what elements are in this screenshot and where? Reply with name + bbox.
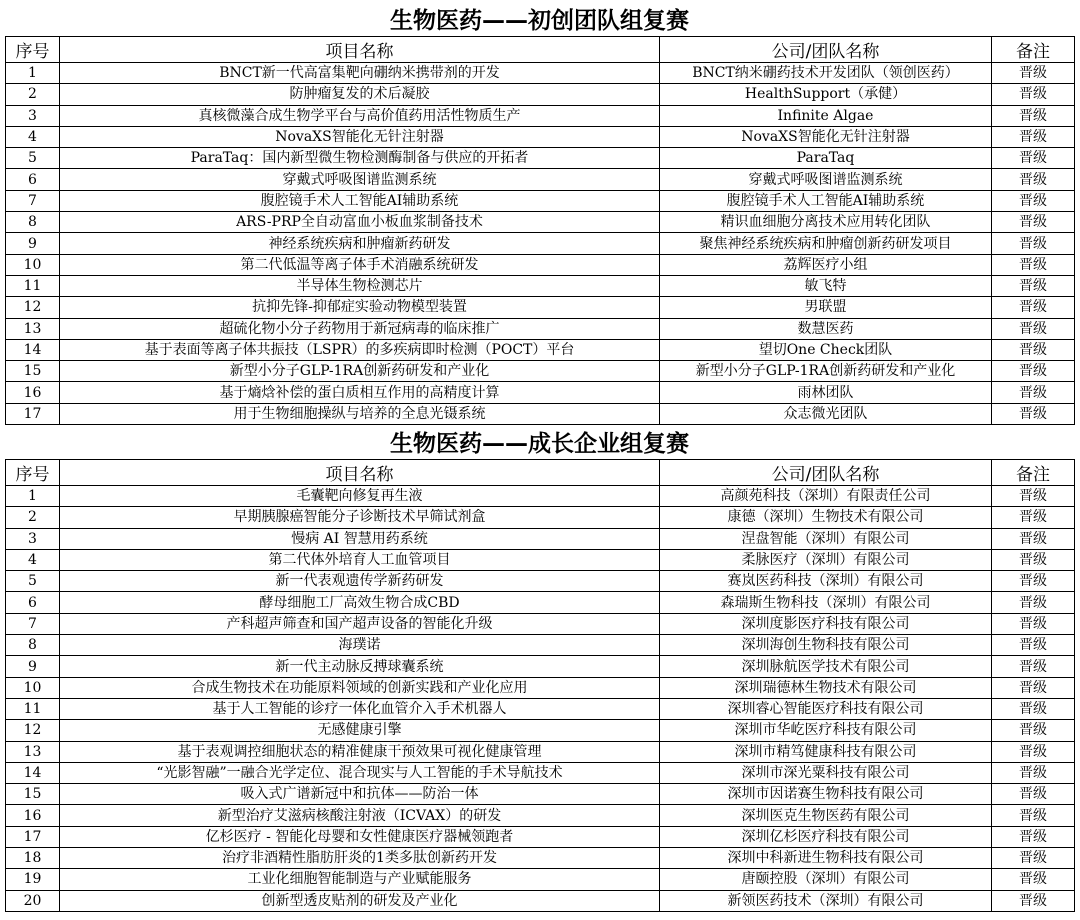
project-name: 新型小分子GLP-1RA创新药研发和产业化 [60, 361, 660, 382]
project-name: 海璞诺 [60, 635, 660, 656]
project-name: 创新型透皮贴剂的研发及产业化 [60, 890, 660, 911]
row-index: 10 [6, 254, 60, 275]
company-name: 精识血细胞分离技术应用转化团队 [660, 212, 992, 233]
project-name: 工业化细胞智能制造与产业赋能服务 [60, 869, 660, 890]
remark: 晋级 [992, 254, 1075, 275]
company-name: BNCT纳米硼药技术开发团队（领创医药） [660, 63, 992, 84]
company-name: 望切One Check团队 [660, 339, 992, 360]
remark: 晋级 [992, 805, 1075, 826]
remark: 晋级 [992, 382, 1075, 403]
remark: 晋级 [992, 212, 1075, 233]
remark: 晋级 [992, 848, 1075, 869]
project-name: 神经系统疾病和肿瘤新药研发 [60, 233, 660, 254]
table-row [6, 805, 1075, 826]
table-row [6, 84, 1075, 105]
row-index: 19 [6, 869, 60, 890]
row-index: 2 [6, 84, 60, 105]
company-name: 深圳度影医疗科技有限公司 [660, 613, 992, 634]
project-name: 慢病 AI 智慧用药系统 [60, 528, 660, 549]
row-index: 12 [6, 297, 60, 318]
results-table [5, 459, 1075, 912]
remark: 晋级 [992, 656, 1075, 677]
remark: 晋级 [992, 507, 1075, 528]
project-name: ARS-PRP全自动富血小板血浆制备技术 [60, 212, 660, 233]
company-name: 深圳脉航医学技术有限公司 [660, 656, 992, 677]
table-row [6, 318, 1075, 339]
remark: 晋级 [992, 318, 1075, 339]
row-index: 14 [6, 762, 60, 783]
table-row [6, 254, 1075, 275]
row-index: 8 [6, 635, 60, 656]
header-company-name: 公司/团队名称 [660, 37, 992, 63]
company-name: 腹腔镜手术人工智能AI辅助系统 [660, 190, 992, 211]
row-index: 10 [6, 677, 60, 698]
company-name: 深圳市深光粟科技有限公司 [660, 762, 992, 783]
row-index: 15 [6, 784, 60, 805]
table-row [6, 382, 1075, 403]
project-name: 新型治疗艾滋病核酸注射液（ICVAX）的研发 [60, 805, 660, 826]
row-index: 17 [6, 826, 60, 847]
company-name: HealthSupport（承健） [660, 84, 992, 105]
row-index: 11 [6, 698, 60, 719]
project-name: BNCT新一代高富集靶向硼纳米携带剂的开发 [60, 63, 660, 84]
remark: 晋级 [992, 528, 1075, 549]
row-index: 5 [6, 571, 60, 592]
project-name: 酵母细胞工厂高效生物合成CBD [60, 592, 660, 613]
row-index: 13 [6, 741, 60, 762]
table-body [6, 63, 1075, 425]
company-name: ParaTaq [660, 148, 992, 169]
remark: 晋级 [992, 126, 1075, 147]
header-remark: 备注 [992, 460, 1075, 486]
section-growth-enterprise [5, 427, 1074, 912]
row-index: 17 [6, 403, 60, 424]
table-row [6, 571, 1075, 592]
project-name: 真核微藻合成生物学平台与高价值药用活性物质生产 [60, 105, 660, 126]
row-index: 2 [6, 507, 60, 528]
remark: 晋级 [992, 148, 1075, 169]
row-index: 18 [6, 848, 60, 869]
table-row [6, 339, 1075, 360]
table-row [6, 297, 1075, 318]
table-body [6, 486, 1075, 912]
company-name: 聚焦神经系统疾病和肿瘤创新药研发项目 [660, 233, 992, 254]
company-name: 众志微光团队 [660, 403, 992, 424]
table-row [6, 403, 1075, 424]
table-row [6, 869, 1075, 890]
header-remark: 备注 [992, 37, 1075, 63]
table-row [6, 233, 1075, 254]
project-name: 第二代低温等离子体手术消融系统研发 [60, 254, 660, 275]
project-name: 产科超声筛查和国产超声设备的智能化升级 [60, 613, 660, 634]
row-index: 11 [6, 275, 60, 296]
company-name: 荔辉医疗小组 [660, 254, 992, 275]
header-index: 序号 [6, 460, 60, 486]
project-name: 吸入式广谱新冠中和抗体——防治一体 [60, 784, 660, 805]
remark: 晋级 [992, 698, 1075, 719]
company-name: 雨林团队 [660, 382, 992, 403]
company-name: 康德（深圳）生物技术有限公司 [660, 507, 992, 528]
row-index: 7 [6, 613, 60, 634]
project-name: NovaXS智能化无针注射器 [60, 126, 660, 147]
table-header-row [6, 37, 1075, 63]
company-name: NovaXS智能化无针注射器 [660, 126, 992, 147]
table-row [6, 762, 1075, 783]
remark: 晋级 [992, 635, 1075, 656]
row-index: 3 [6, 105, 60, 126]
remark: 晋级 [992, 720, 1075, 741]
remark: 晋级 [992, 613, 1075, 634]
project-name: “光影智融”一融合光学定位、混合现实与人工智能的手术导航技术 [60, 762, 660, 783]
company-name: 新型小分子GLP-1RA创新药研发和产业化 [660, 361, 992, 382]
remark: 晋级 [992, 403, 1075, 424]
project-name: 早期胰腺癌智能分子诊断技术早筛试剂盒 [60, 507, 660, 528]
row-index: 7 [6, 190, 60, 211]
remark: 晋级 [992, 762, 1075, 783]
project-name: 腹腔镜手术人工智能AI辅助系统 [60, 190, 660, 211]
table-row [6, 507, 1075, 528]
table-row [6, 212, 1075, 233]
table-row [6, 656, 1075, 677]
remark: 晋级 [992, 233, 1075, 254]
company-name: 赛岚医药科技（深圳）有限公司 [660, 571, 992, 592]
project-name: 合成生物技术在功能原料领域的创新实践和产业化应用 [60, 677, 660, 698]
table-row [6, 890, 1075, 911]
company-name: 唐颐控股（深圳）有限公司 [660, 869, 992, 890]
table-row [6, 741, 1075, 762]
project-name: 穿戴式呼吸图谱监测系统 [60, 169, 660, 190]
company-name: Infinite Algae [660, 105, 992, 126]
remark: 晋级 [992, 826, 1075, 847]
table-row [6, 848, 1075, 869]
table-header-row [6, 460, 1075, 486]
company-name: 森瑞斯生物科技（深圳）有限公司 [660, 592, 992, 613]
project-name: 治疗非酒精性脂肪肝炎的1类多肽创新药开发 [60, 848, 660, 869]
company-name: 深圳中科新进生物科技有限公司 [660, 848, 992, 869]
project-name: 基于人工智能的诊疗一体化血管介入手术机器人 [60, 698, 660, 719]
row-index: 4 [6, 549, 60, 570]
row-index: 6 [6, 169, 60, 190]
row-index: 15 [6, 361, 60, 382]
remark: 晋级 [992, 741, 1075, 762]
project-name: 基于表观调控细胞状态的精准健康干预效果可视化健康管理 [60, 741, 660, 762]
table-row [6, 148, 1075, 169]
remark: 晋级 [992, 361, 1075, 382]
company-name: 高颜苑科技（深圳）有限责任公司 [660, 486, 992, 507]
table-row [6, 126, 1075, 147]
header-project-name: 项目名称 [60, 460, 660, 486]
company-name: 新领医药技术（深圳）有限公司 [660, 890, 992, 911]
remark: 晋级 [992, 592, 1075, 613]
company-name: 深圳市因诺赛生物科技有限公司 [660, 784, 992, 805]
row-index: 8 [6, 212, 60, 233]
project-name: 用于生物细胞操纵与培养的全息光镊系统 [60, 403, 660, 424]
table-row [6, 275, 1075, 296]
table-row [6, 528, 1075, 549]
row-index: 16 [6, 382, 60, 403]
company-name: 穿戴式呼吸图谱监测系统 [660, 169, 992, 190]
row-index: 16 [6, 805, 60, 826]
project-name: 新一代主动脉反搏球囊系统 [60, 656, 660, 677]
remark: 晋级 [992, 486, 1075, 507]
header-company-name: 公司/团队名称 [660, 460, 992, 486]
section-title: 生物医药——初创团队组复赛 [390, 8, 689, 34]
row-index: 4 [6, 126, 60, 147]
remark: 晋级 [992, 63, 1075, 84]
section-startup-team [5, 4, 1074, 425]
company-name: 深圳海创生物科技有限公司 [660, 635, 992, 656]
header-project-name: 项目名称 [60, 37, 660, 63]
results-table [5, 36, 1075, 425]
table-row [6, 486, 1075, 507]
remark: 晋级 [992, 297, 1075, 318]
table-row [6, 720, 1075, 741]
company-name: 深圳市精笃健康科技有限公司 [660, 741, 992, 762]
company-name: 深圳瑞德林生物技术有限公司 [660, 677, 992, 698]
company-name: 涅盘智能（深圳）有限公司 [660, 528, 992, 549]
project-name: 亿杉医疗 - 智能化母婴和女性健康医疗器械领跑者 [60, 826, 660, 847]
project-name: 基于熵焓补偿的蛋白质相互作用的高精度计算 [60, 382, 660, 403]
remark: 晋级 [992, 549, 1075, 570]
table-row [6, 613, 1075, 634]
table-row [6, 826, 1075, 847]
row-index: 12 [6, 720, 60, 741]
row-index: 1 [6, 486, 60, 507]
company-name: 敏飞特 [660, 275, 992, 296]
table-row [6, 677, 1075, 698]
row-index: 9 [6, 233, 60, 254]
table-row [6, 592, 1075, 613]
project-name: 防肿瘤复发的术后凝胶 [60, 84, 660, 105]
remark: 晋级 [992, 275, 1075, 296]
row-index: 1 [6, 63, 60, 84]
table-row [6, 361, 1075, 382]
company-name: 数慧医药 [660, 318, 992, 339]
header-index: 序号 [6, 37, 60, 63]
table-row [6, 549, 1075, 570]
table-row [6, 698, 1075, 719]
row-index: 20 [6, 890, 60, 911]
company-name: 深圳睿心智能医疗科技有限公司 [660, 698, 992, 719]
remark: 晋级 [992, 677, 1075, 698]
project-name: 第二代体外培育人工血管项目 [60, 549, 660, 570]
project-name: 新一代表观遗传学新药研发 [60, 571, 660, 592]
table-row [6, 635, 1075, 656]
row-index: 9 [6, 656, 60, 677]
project-name: 毛囊靶向修复再生液 [60, 486, 660, 507]
remark: 晋级 [992, 339, 1075, 360]
remark: 晋级 [992, 890, 1075, 911]
table-row [6, 190, 1075, 211]
company-name: 男联盟 [660, 297, 992, 318]
table-row [6, 63, 1075, 84]
company-name: 柔脉医疗（深圳）有限公司 [660, 549, 992, 570]
company-name: 深圳医克生物医药有限公司 [660, 805, 992, 826]
row-index: 13 [6, 318, 60, 339]
table-row [6, 169, 1075, 190]
project-name: 超硫化物小分子药物用于新冠病毒的临床推广 [60, 318, 660, 339]
project-name: 无感健康引擎 [60, 720, 660, 741]
project-name: ParaTaq：国内新型微生物检测酶制备与供应的开拓者 [60, 148, 660, 169]
remark: 晋级 [992, 869, 1075, 890]
row-index: 5 [6, 148, 60, 169]
project-name: 基于表面等离子体共振技（LSPR）的多疾病即时检测（POCT）平台 [60, 339, 660, 360]
remark: 晋级 [992, 169, 1075, 190]
project-name: 抗抑先锋-抑郁症实验动物模型装置 [60, 297, 660, 318]
table-row [6, 784, 1075, 805]
remark: 晋级 [992, 190, 1075, 211]
remark: 晋级 [992, 784, 1075, 805]
company-name: 深圳市华屹医疗科技有限公司 [660, 720, 992, 741]
table-row [6, 105, 1075, 126]
remark: 晋级 [992, 571, 1075, 592]
row-index: 6 [6, 592, 60, 613]
remark: 晋级 [992, 105, 1075, 126]
section-title: 生物医药——成长企业组复赛 [390, 431, 689, 457]
remark: 晋级 [992, 84, 1075, 105]
row-index: 14 [6, 339, 60, 360]
row-index: 3 [6, 528, 60, 549]
company-name: 深圳亿杉医疗科技有限公司 [660, 826, 992, 847]
project-name: 半导体生物检测芯片 [60, 275, 660, 296]
